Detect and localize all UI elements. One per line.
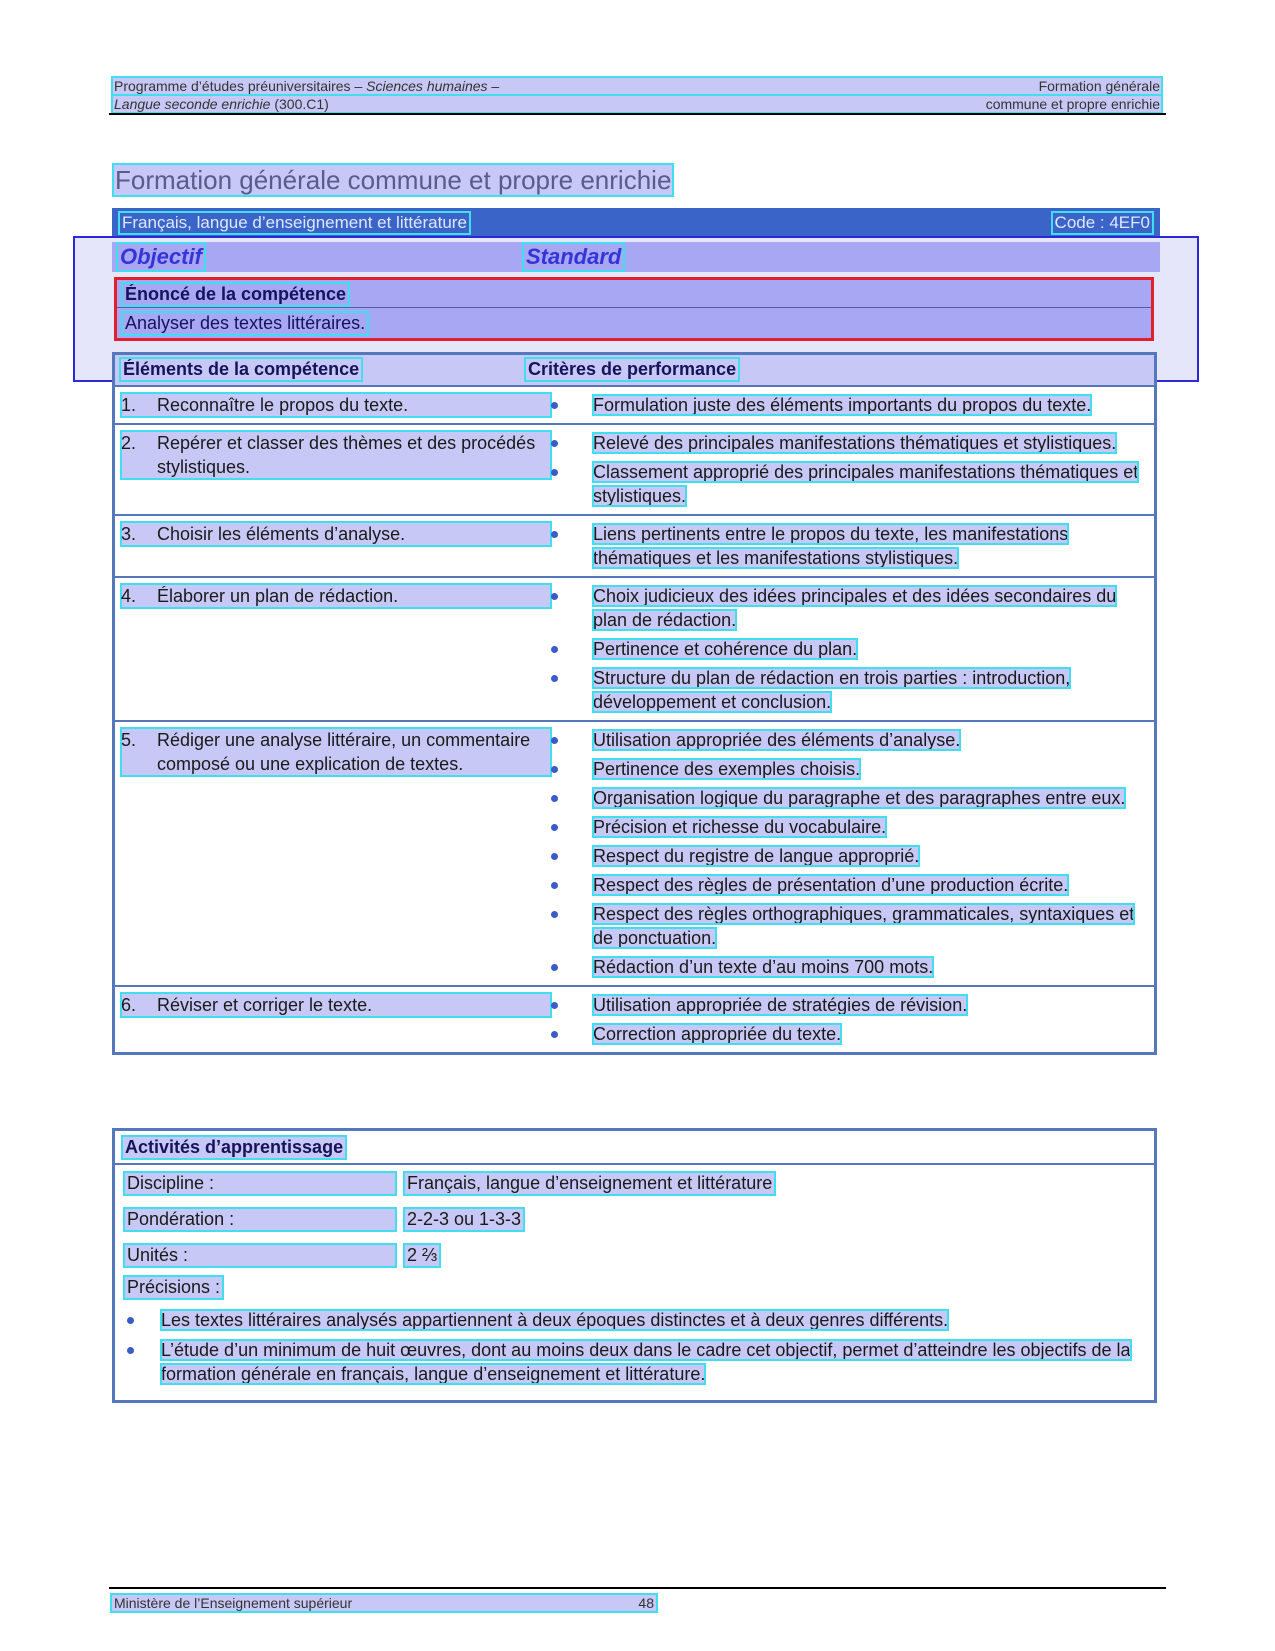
element-number: 5. [121, 730, 137, 750]
col-criteria-header: Critères de performance [528, 359, 737, 379]
criterion-text: Utilisation appropriée de stratégies de révision. [593, 995, 968, 1015]
precision-text: Les textes littéraires analysés appartiennent à deux époques distinctes et à deux genres différents. [161, 1310, 949, 1330]
criterion-text: Organisation logique du paragraphe et des paragraphes entre eux. [593, 788, 1126, 808]
criterion-item [545, 522, 1142, 570]
discipline-row [115, 1165, 1154, 1201]
bullet-icon [551, 1002, 558, 1009]
criterion-text: Respect du registre de langue approprié. [593, 846, 920, 866]
criterion-text: Précision et richesse du vocabulaire. [593, 817, 887, 837]
element-highlight [121, 728, 551, 776]
element-text: Choisir les éléments d’analyse. [157, 524, 406, 544]
criterion-item [545, 815, 1142, 839]
competence-element [121, 431, 551, 479]
table-row [115, 425, 1154, 516]
header-section-line1: Formation générale [1038, 78, 1160, 94]
criterion-item [545, 460, 1142, 508]
competency-heading: Énoncé de la compétence [125, 284, 347, 304]
criterion-item [545, 728, 1142, 752]
bullet-icon [551, 964, 558, 971]
criterion-text: Rédaction d’un texte d’au moins 700 mots. [593, 957, 934, 977]
bullet-icon [551, 853, 558, 860]
objective-label: Objectif [120, 244, 202, 269]
element-number: 4. [121, 586, 137, 606]
element-text: Rédiger une analyse littéraire, un commentaire composé ou une explication de textes. [157, 730, 531, 774]
bullet-icon [551, 911, 558, 918]
competence-table [112, 352, 1157, 1055]
element-text: Repérer et classer des thèmes et des procédés stylistiques. [157, 433, 536, 477]
bullet-icon [551, 469, 558, 476]
ponderation-label: Pondération : [125, 1209, 395, 1230]
criterion-item [545, 393, 1142, 417]
criterion-text: Correction appropriée du texte. [593, 1024, 842, 1044]
table-row [115, 987, 1154, 1052]
criteria-list [545, 431, 1142, 508]
divider [117, 307, 1151, 308]
criteria-list [545, 728, 1142, 979]
bullet-icon [551, 824, 558, 831]
criterion-item [545, 757, 1142, 781]
criterion-item [545, 637, 1142, 661]
criteria-list [545, 393, 1142, 417]
page-title: Formation générale commune et propre enrichie [115, 165, 672, 195]
criterion-item [545, 666, 1142, 714]
precision-text: L’étude d’un minimum de huit œuvres, dont au moins deux dans le cadre cet objectif, permet d’atteindre les objectifs de la formation générale en français, langue d’enseignement et littérature. [161, 1340, 1131, 1384]
header-section-line2: commune et propre enrichie [985, 96, 1160, 112]
element-text: Réviser et corriger le texte. [157, 995, 373, 1015]
criterion-text: Respect des règles de présentation d’une production écrite. [593, 875, 1069, 895]
unites-label: Unités : [125, 1245, 395, 1266]
element-number: 2. [121, 433, 137, 453]
discipline-label: Discipline : [125, 1173, 395, 1194]
bullet-icon [551, 402, 558, 409]
unites-row [115, 1237, 1154, 1273]
footer-ministry: Ministère de l’Enseignement supérieur [114, 1595, 353, 1611]
footer-rule [109, 1587, 1166, 1589]
bullet-icon [551, 795, 558, 802]
competence-element [121, 584, 551, 608]
standard-label: Standard [526, 244, 622, 269]
criterion-text: Utilisation appropriée des éléments d’analyse. [593, 730, 961, 750]
criterion-item [545, 873, 1142, 897]
element-highlight [121, 993, 551, 1017]
subject-code: Code : 4EF0 [1054, 213, 1150, 232]
bullet-icon [551, 531, 558, 538]
page-number: 48 [638, 1595, 654, 1611]
bullet-icon [551, 593, 558, 600]
criterion-item [545, 584, 1142, 632]
criteria-list [545, 522, 1142, 570]
table-row [115, 516, 1154, 578]
element-text: Élaborer un plan de rédaction. [157, 586, 399, 606]
discipline-value: Français, langue d’enseignement et littérature [407, 1173, 773, 1193]
criterion-text: Formulation juste des éléments importants du propos du texte. [593, 395, 1092, 415]
competence-element [121, 522, 551, 546]
element-highlight [121, 431, 551, 479]
activities-heading: Activités d’apprentissage [125, 1137, 344, 1157]
precision-item [115, 1308, 1144, 1332]
ponderation-value: 2-2-3 ou 1-3-3 [407, 1209, 522, 1229]
criterion-text: Respect des règles orthographiques, grammaticales, syntaxiques et de ponctuation. [593, 904, 1135, 948]
competency-text: Analyser des textes littéraires. [125, 313, 366, 333]
table-row [115, 387, 1154, 425]
criterion-text: Relevé des principales manifestations thématiques et stylistiques. [593, 433, 1117, 453]
header-program-line2: Langue seconde enrichie (300.C1) [114, 96, 329, 112]
table-row [115, 722, 1154, 987]
bullet-icon [127, 1347, 134, 1354]
precisions-label: Précisions : [127, 1277, 221, 1297]
criterion-item [545, 902, 1142, 950]
ponderation-row [115, 1201, 1154, 1237]
bullet-icon [551, 675, 558, 682]
bullet-icon [127, 1317, 134, 1324]
competency-statement [114, 277, 1154, 341]
col-elements-header: Éléments de la compétence [123, 359, 360, 379]
page-footer [112, 1595, 656, 1611]
criterion-text: Choix judicieux des idées principales et des idées secondaires du plan de rédaction. [593, 586, 1117, 630]
header-program: Programme d’études préuniversitaires – Sciences humaines – [114, 78, 500, 94]
element-highlight [121, 584, 551, 608]
element-number: 3. [121, 524, 137, 544]
competence-element [121, 993, 551, 1017]
table-row [115, 578, 1154, 722]
activities-table [112, 1128, 1157, 1403]
element-highlight [121, 393, 551, 417]
bullet-icon [551, 440, 558, 447]
criterion-text: Classement approprié des principales manifestations thématiques et stylistiques. [593, 462, 1139, 506]
unites-value: 2 ⅔ [407, 1245, 438, 1265]
competence-element [121, 728, 551, 776]
element-highlight [121, 522, 551, 546]
competence-element [121, 393, 551, 417]
criterion-item [545, 786, 1142, 810]
bullet-icon [551, 737, 558, 744]
element-number: 1. [121, 395, 137, 415]
bullet-icon [551, 1031, 558, 1038]
bullet-icon [551, 766, 558, 773]
criterion-text: Pertinence des exemples choisis. [593, 759, 861, 779]
precision-item [115, 1338, 1144, 1386]
subject-bar [112, 208, 1160, 238]
criterion-text: Structure du plan de rédaction en trois parties : introduction, développement et conclusion. [593, 668, 1071, 712]
bullet-icon [551, 646, 558, 653]
criterion-text: Liens pertinents entre le propos du texte, les manifestations thématiques et les manifestations stylistiques. [593, 524, 1069, 568]
criterion-text: Pertinence et cohérence du plan. [593, 639, 858, 659]
element-number: 6. [121, 995, 137, 1015]
element-text: Reconnaître le propos du texte. [157, 395, 409, 415]
objective-row [112, 242, 1160, 272]
criterion-item [545, 844, 1142, 868]
page-header [112, 77, 1162, 113]
header-rule [109, 113, 1166, 115]
criterion-item [545, 993, 1142, 1017]
criterion-item [545, 955, 1142, 979]
bullet-icon [551, 882, 558, 889]
activities-header [115, 1131, 1154, 1165]
table-header [115, 355, 1154, 387]
criterion-item [545, 431, 1142, 455]
criterion-item [545, 1022, 1142, 1046]
criteria-list [545, 993, 1142, 1046]
criteria-list [545, 584, 1142, 714]
subject-name: Français, langue d’enseignement et littérature [122, 213, 467, 232]
